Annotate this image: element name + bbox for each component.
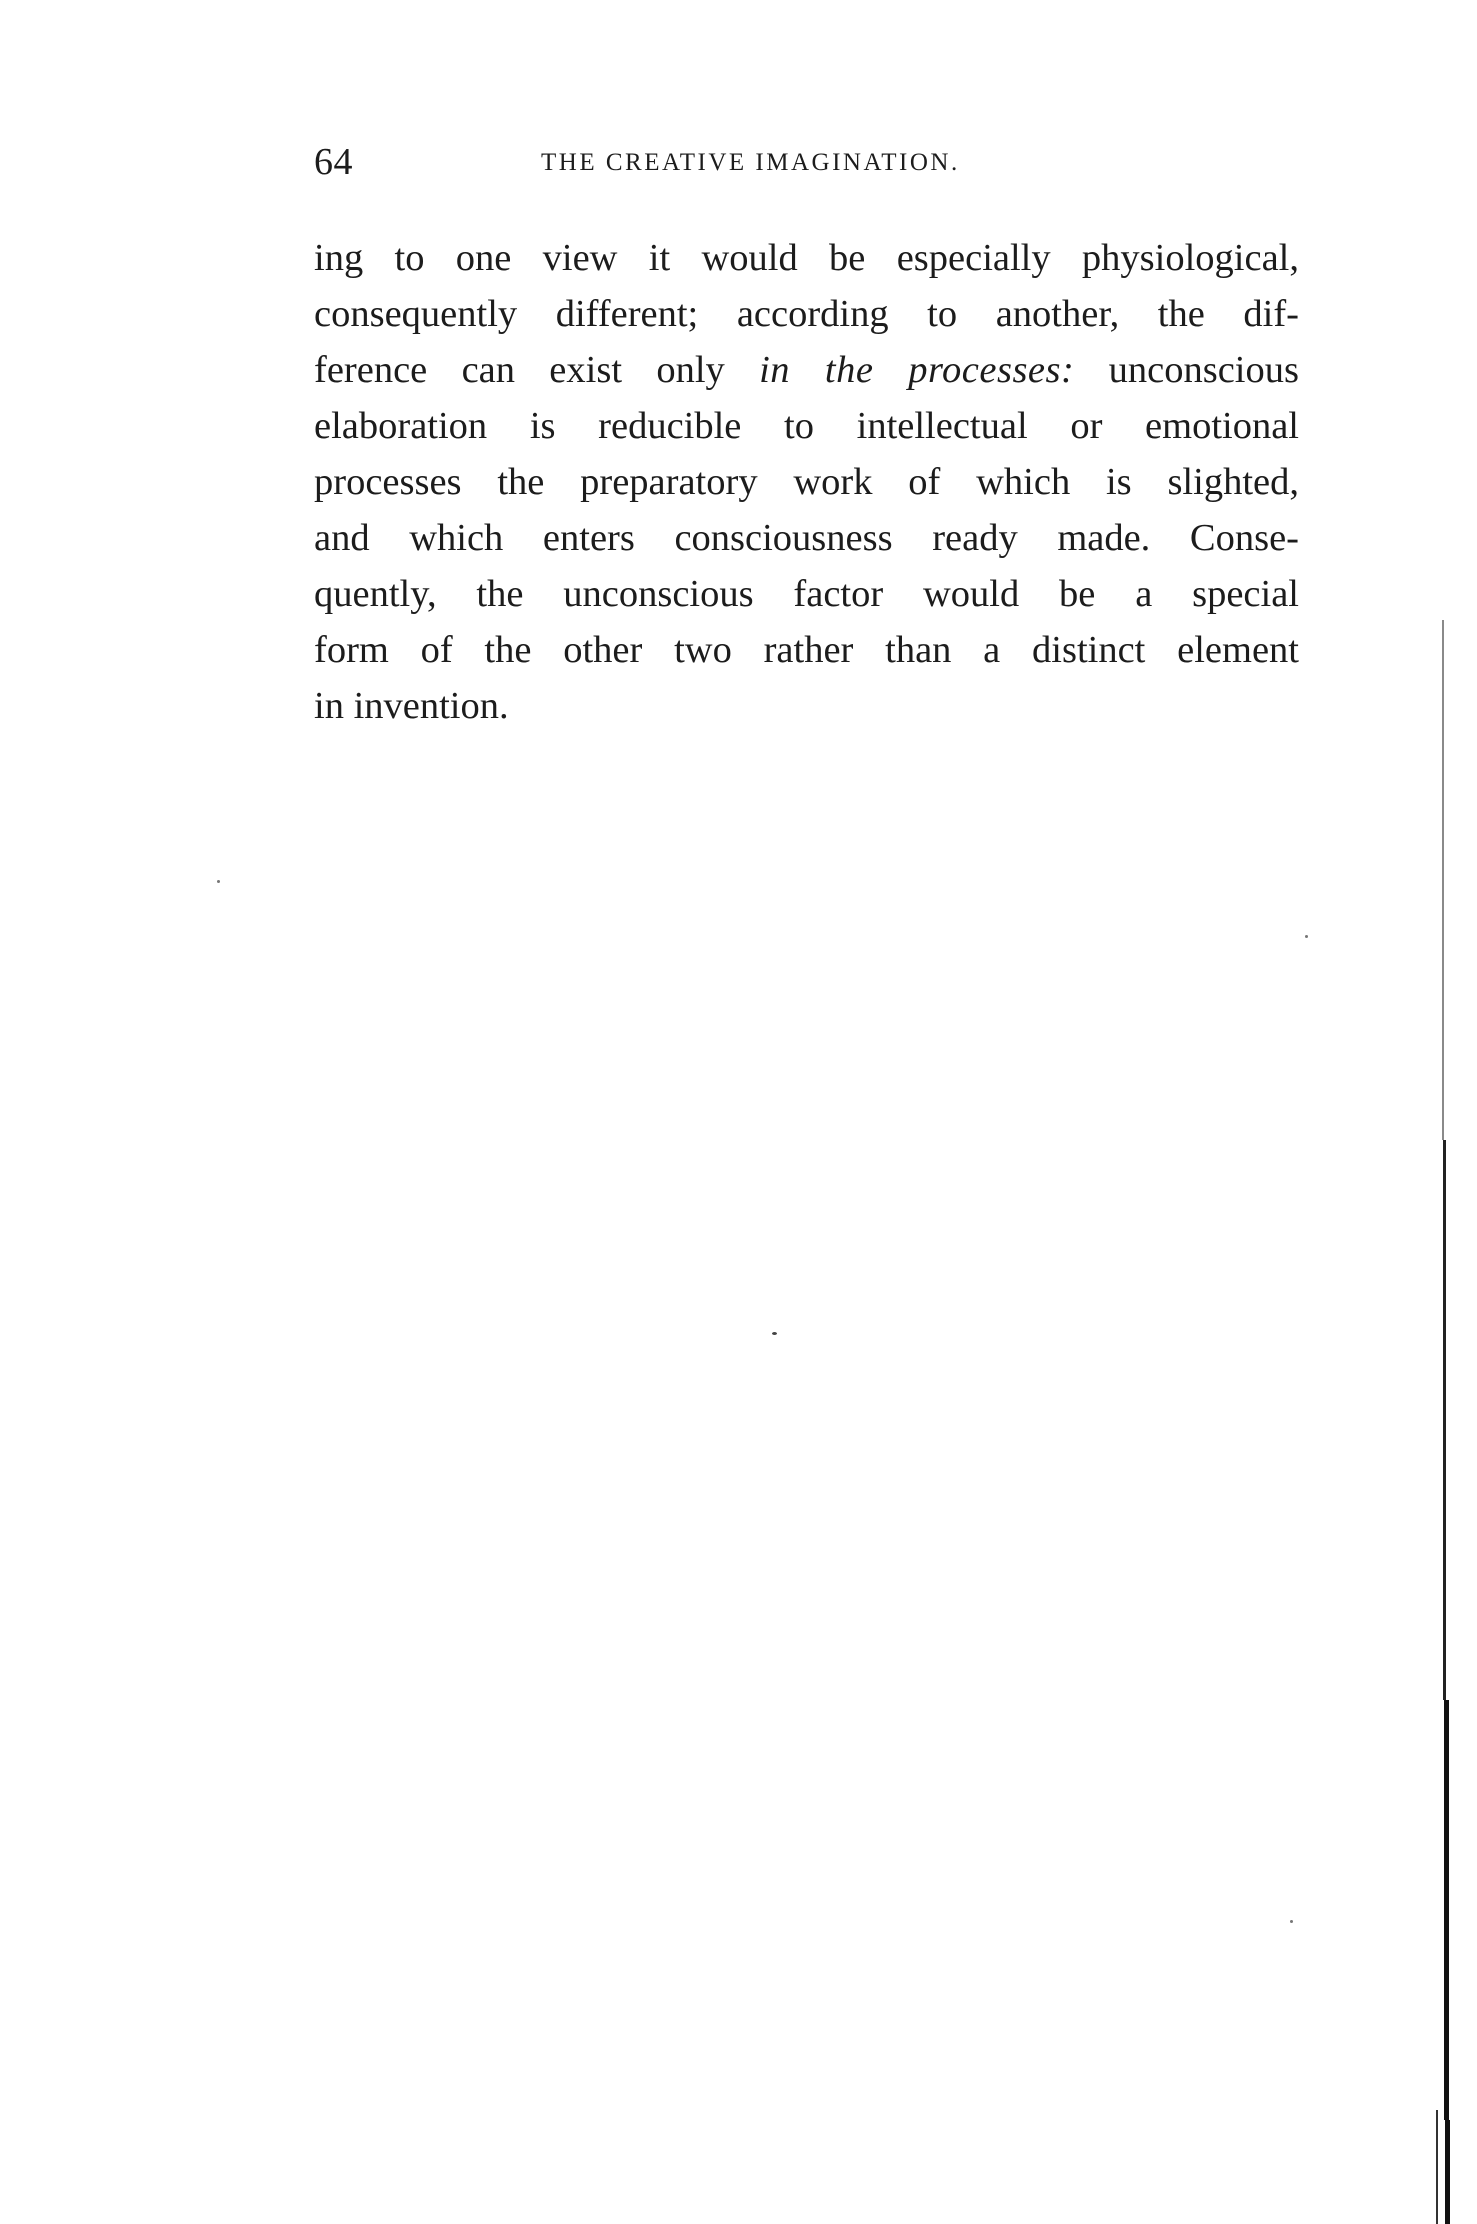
body-line: and which enters consciousness ready made. Conse-: [314, 517, 1299, 559]
body-line-text: unconscious: [1074, 349, 1299, 391]
scan-speck: [1305, 935, 1308, 938]
italic-phrase: in the processes:: [759, 349, 1075, 391]
scan-speck: [1290, 1920, 1293, 1923]
body-line: in invention.: [314, 685, 509, 727]
body-line: [314, 342, 1299, 398]
body-line: quently, the unconscious factor would be a special: [314, 573, 1299, 615]
body-line: ing to one view it would be especially physiological,: [314, 237, 1299, 279]
body-line: consequently different; according to another, the dif-: [314, 293, 1299, 335]
body-paragraph: [314, 230, 1299, 734]
scan-speck: [217, 880, 220, 883]
page-number: 64: [314, 141, 353, 183]
running-title: THE CREATIVE IMAGINATION.: [541, 149, 960, 176]
body-line: form of the other two rather than a distinct element: [314, 629, 1299, 671]
scan-speck: [772, 1332, 777, 1335]
body-line: processes the preparatory work of which is slighted,: [314, 461, 1299, 503]
body-line-text: ference can exist only: [314, 349, 760, 391]
body-line: elaboration is reducible to intellectual or emotional: [314, 405, 1299, 447]
